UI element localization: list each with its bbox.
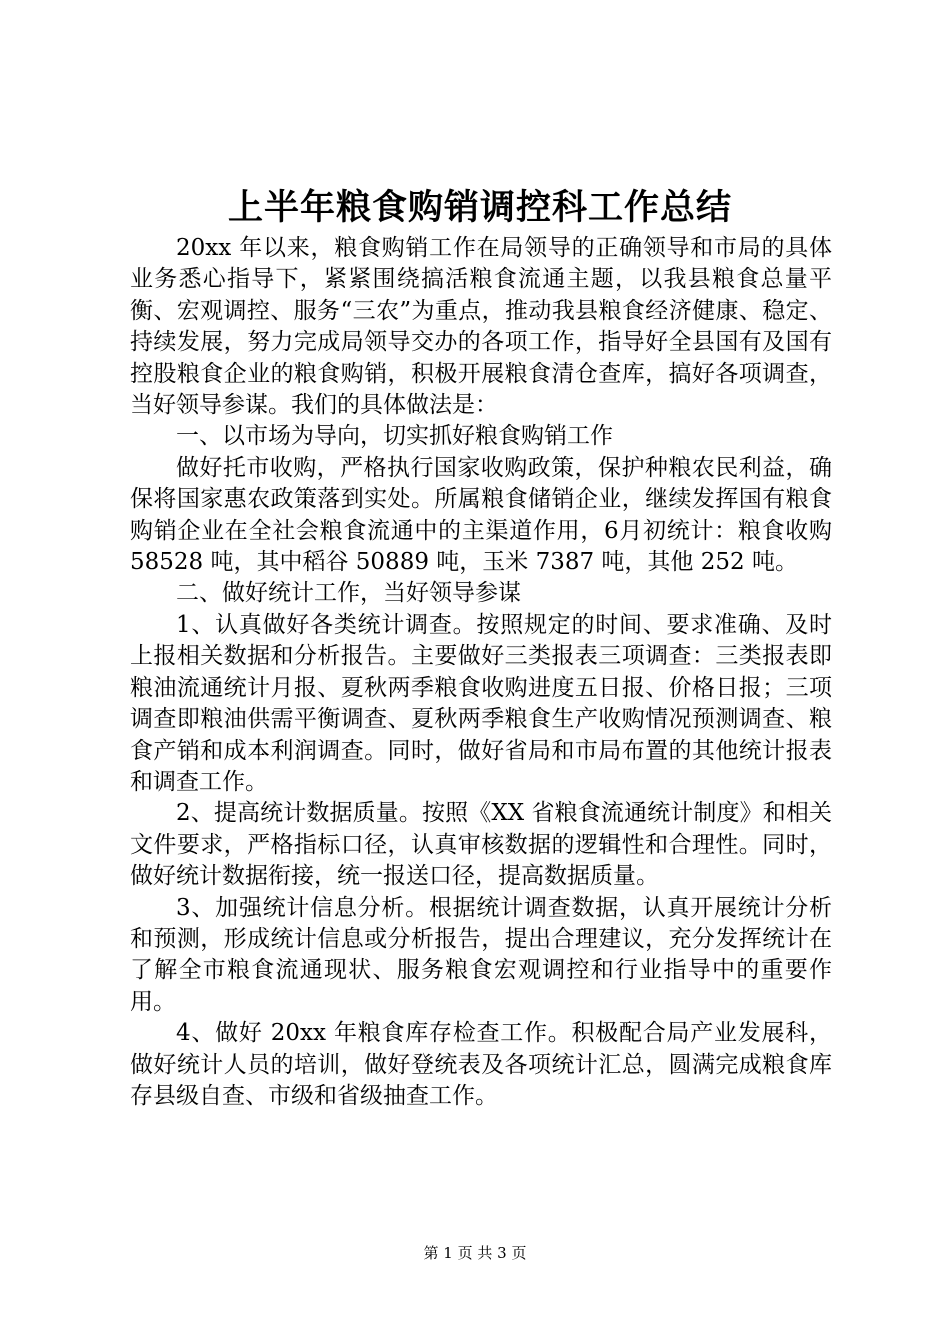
section-1-paragraph: 做好托市收购，严格执行国家收购政策，保护种粮农民利益，确保将国家惠农政策落到实处。所属粮食储销企业，继续发挥国有粮食购销企业在全社会粮食流通中的主渠道作用，6月初统计：粮食收购 58528 吨，其中稻谷 50889 吨，玉米 7387 吨，其他 252 吨。 (130, 454, 832, 576)
section-2-item-1: 1、认真做好各类统计调查。按照规定的时间、要求准确、及时上报相关数据和分析报告。主要做好三类报表三项调查：三类报表即粮油流通统计月报、夏秋两季粮食收购进度五日报、价格日报；三项调查即粮油供需平衡调查、夏秋两季粮食生产收购情况预测调查、粮食产销和成本利润调查。同时，做好省局和市局布置的其他统计报表和调查工作。 (130, 611, 832, 795)
section-2-item-3: 3、加强统计信息分析。根据统计调查数据，认真开展统计分析和预测，形成统计信息或分析报告，提出合理建议，充分发挥统计在了解全市粮食流通现状、服务粮食宏观调控和行业指导中的重要作用。 (130, 894, 832, 1015)
section-heading-2: 二、做好统计工作，当好领导参谋 (176, 580, 521, 607)
document-title: 上半年粮食购销调控科工作总结 (227, 187, 732, 228)
section-2-item-2: 2、提高统计数据质量。按照《XX 省粮食流通统计制度》和相关文件要求，严格指标口径，认真审核数据的逻辑性和合理性。同时，做好统计数据衔接，统一报送口径，提高数据质量。 (130, 800, 832, 890)
section-2-item-4: 4、做好 20xx 年粮食库存检查工作。积极配合局产业发展科，做好统计人员的培训，做好登统表及各项统计汇总，圆满完成粮食库存县级自查、市级和省级抽查工作。 (130, 1020, 832, 1109)
page-number-footer: 第 1 页 共 3 页 (423, 1244, 527, 1262)
intro-paragraph: 20xx 年以来，粮食购销工作在局领导的正确领导和市局的具体业务悉心指导下，紧紧围绕搞活粮食流通主题，以我县粮食总量平衡、宏观调控、服务“三农”为重点，推动我县粮食经济健康、稳定、持续发展，努力完成局领导交办的各项工作，指导好全县国有及国有控股粮食企业的粮食购销，积极开展粮食清仓查库，搞好各项调查，当好领导参谋。我们的具体做法是： (130, 235, 832, 419)
section-heading-1: 一、以市场为导向，切实抓好粮食购销工作 (176, 423, 613, 450)
document-body (130, 233, 832, 1112)
